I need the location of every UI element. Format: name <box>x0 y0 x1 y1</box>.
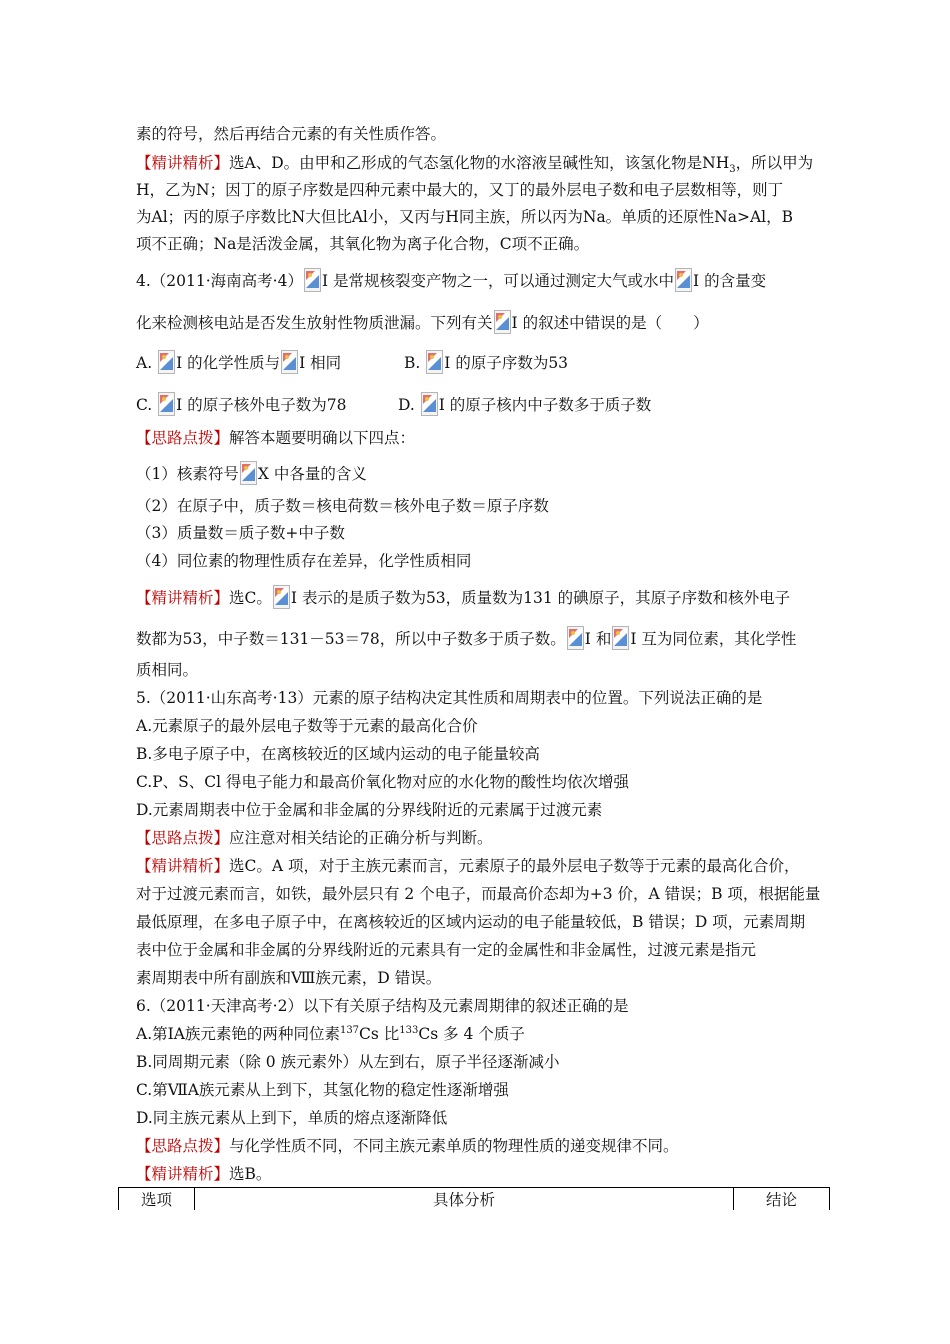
option-d: D. I 的原子核内中子数多于质子数 <box>398 392 651 416</box>
option-a: A.第ⅠA族元素铯的两种同位素$^{137}$Cs 比$^{133}$Cs 多 4 个质子 <box>136 1024 525 1043</box>
option-b: B. I 的原子序数为53 <box>404 350 568 374</box>
option-c: C.第ⅦA族元素从上到下，其氢化物的稳定性逐渐增强 <box>136 1081 509 1099</box>
point-line: （1）核素符号 X 中各量的含义 <box>136 461 367 485</box>
table-header-conclusion: 结论 <box>734 1188 830 1211</box>
analysis-tag: 【精讲精析】 <box>136 857 230 875</box>
analysis-table <box>118 1187 830 1210</box>
broken-image-icon <box>421 392 438 416</box>
text-line: 质相同。 <box>136 661 199 679</box>
option-d: D.元素周期表中位于金属和非金属的分界线附近的元素属于过渡元素 <box>136 801 603 819</box>
hint-tag: 【思路点拨】 <box>136 1137 230 1155</box>
text-line: 表中位于金属和非金属的分界线附近的元素具有一定的金属性和非金属性，过渡元素是指元 <box>136 941 757 959</box>
analysis-tag: 【精讲精析】 <box>136 1165 230 1183</box>
point-line: （3）质量数＝质子数+中子数 <box>136 524 345 542</box>
option-c: C. I 的原子核外电子数为78 <box>136 392 346 416</box>
broken-image-icon <box>675 268 692 292</box>
hint-line: 【思路点拨】应注意对相关结论的正确分析与判断。 <box>136 829 493 847</box>
option-d: D.同主族元素从上到下，单质的熔点逐渐降低 <box>136 1109 448 1127</box>
analysis-line: 【精讲精析】选C。 I 表示的是质子数为53，质量数为131 的碘原子，其原子序数和核外电子 <box>136 585 790 609</box>
question-6-head: 6.（2011·天津高考·2）以下有关原子结构及元素周期律的叙述正确的是 <box>136 997 629 1015</box>
text-line: 数都为53，中子数＝131－53＝78，所以中子数多于质子数。 I 和 I 互为同位素，其化学性 <box>136 626 796 650</box>
broken-image-icon <box>240 461 257 485</box>
text-line: 为Al；丙的原子序数比N大但比Al小，又丙与H同主族，所以丙为Na。单质的还原性Na>Al，B <box>136 208 794 226</box>
broken-image-icon <box>426 350 443 374</box>
hint-line: 【思路点拨】解答本题要明确以下四点： <box>136 429 416 447</box>
text-line: 最低原理，在多电子原子中，在离核较近的区域内运动的电子能量较低，B 错误；D 项，元素周期 <box>136 913 806 931</box>
text-line: 项不正确；Na是活泼金属，其氧化物为离子化合物，C项不正确。 <box>136 235 590 253</box>
analysis-line: 【精讲精析】选C。A 项，对于主族元素而言，元素原子的最外层电子数等于元素的最高化合价， <box>136 857 800 875</box>
option-a: A.元素原子的最外层电子数等于元素的最高化合价 <box>136 717 478 735</box>
broken-image-icon <box>494 310 511 334</box>
broken-image-icon <box>281 350 298 374</box>
text-line: 化来检测核电站是否发生放射性物质泄漏。下列有关 I 的叙述中错误的是（ ） <box>136 310 709 334</box>
question-4-head: 4.（2011·海南高考·4） I 是常规核裂变产物之一，可以通过测定大气或水中 I 的含量变 <box>136 268 766 292</box>
broken-image-icon <box>273 585 290 609</box>
broken-image-icon <box>304 268 321 292</box>
table-header-row <box>119 1188 830 1211</box>
hint-tag: 【思路点拨】 <box>136 829 230 847</box>
broken-image-icon <box>158 350 175 374</box>
analysis-line: 【精讲精析】选A、D。由甲和乙形成的气态氢化物的水溶液呈碱性知，该氢化物是$NH_3$，所以甲为 <box>136 154 814 176</box>
option-c: C.P、S、Cl 得电子能力和最高价氧化物对应的水化物的酸性均依次增强 <box>136 773 630 791</box>
analysis-line: 【精讲精析】选B。 <box>136 1165 272 1183</box>
point-line: （2）在原子中，质子数＝核电荷数＝核外电子数＝原子序数 <box>136 497 549 515</box>
table-header-analysis: 具体分析 <box>195 1188 734 1211</box>
text-line: 素周期表中所有副族和Ⅷ族元素，D 错误。 <box>136 969 442 987</box>
broken-image-icon <box>612 626 629 650</box>
option-a: A. I 的化学性质与 I 相同 <box>136 350 341 374</box>
text-line: 对于过渡元素而言，如铁，最外层只有 2 个电子，而最高价态却为+3 价，A 错误；B 项，根据能量 <box>136 885 821 903</box>
text-line: H，乙为N；因丁的原子序数是四种元素中最大的，又丁的最外层电子数和电子层数相等，则丁 <box>136 181 784 199</box>
hint-line: 【思路点拨】与化学性质不同，不同主族元素单质的物理性质的递变规律不同。 <box>136 1137 679 1155</box>
option-b: B.多电子原子中，在离核较近的区域内运动的电子能量较高 <box>136 745 540 763</box>
broken-image-icon <box>567 626 584 650</box>
analysis-tag: 【精讲精析】 <box>136 154 230 172</box>
option-b: B.同周期元素（除 0 族元素外）从左到右，原子半径逐渐减小 <box>136 1053 560 1071</box>
text-line: 素的符号，然后再结合元素的有关性质作答。 <box>136 125 447 143</box>
analysis-tag: 【精讲精析】 <box>136 589 230 607</box>
question-5-head: 5.（2011·山东高考·13）元素的原子结构决定其性质和周期表中的位置。下列说法正确的是 <box>136 689 763 707</box>
hint-tag: 【思路点拨】 <box>136 429 230 447</box>
table-header-option: 选项 <box>119 1188 195 1211</box>
point-line: （4）同位素的物理性质存在差异，化学性质相同 <box>136 552 472 570</box>
broken-image-icon <box>158 392 175 416</box>
